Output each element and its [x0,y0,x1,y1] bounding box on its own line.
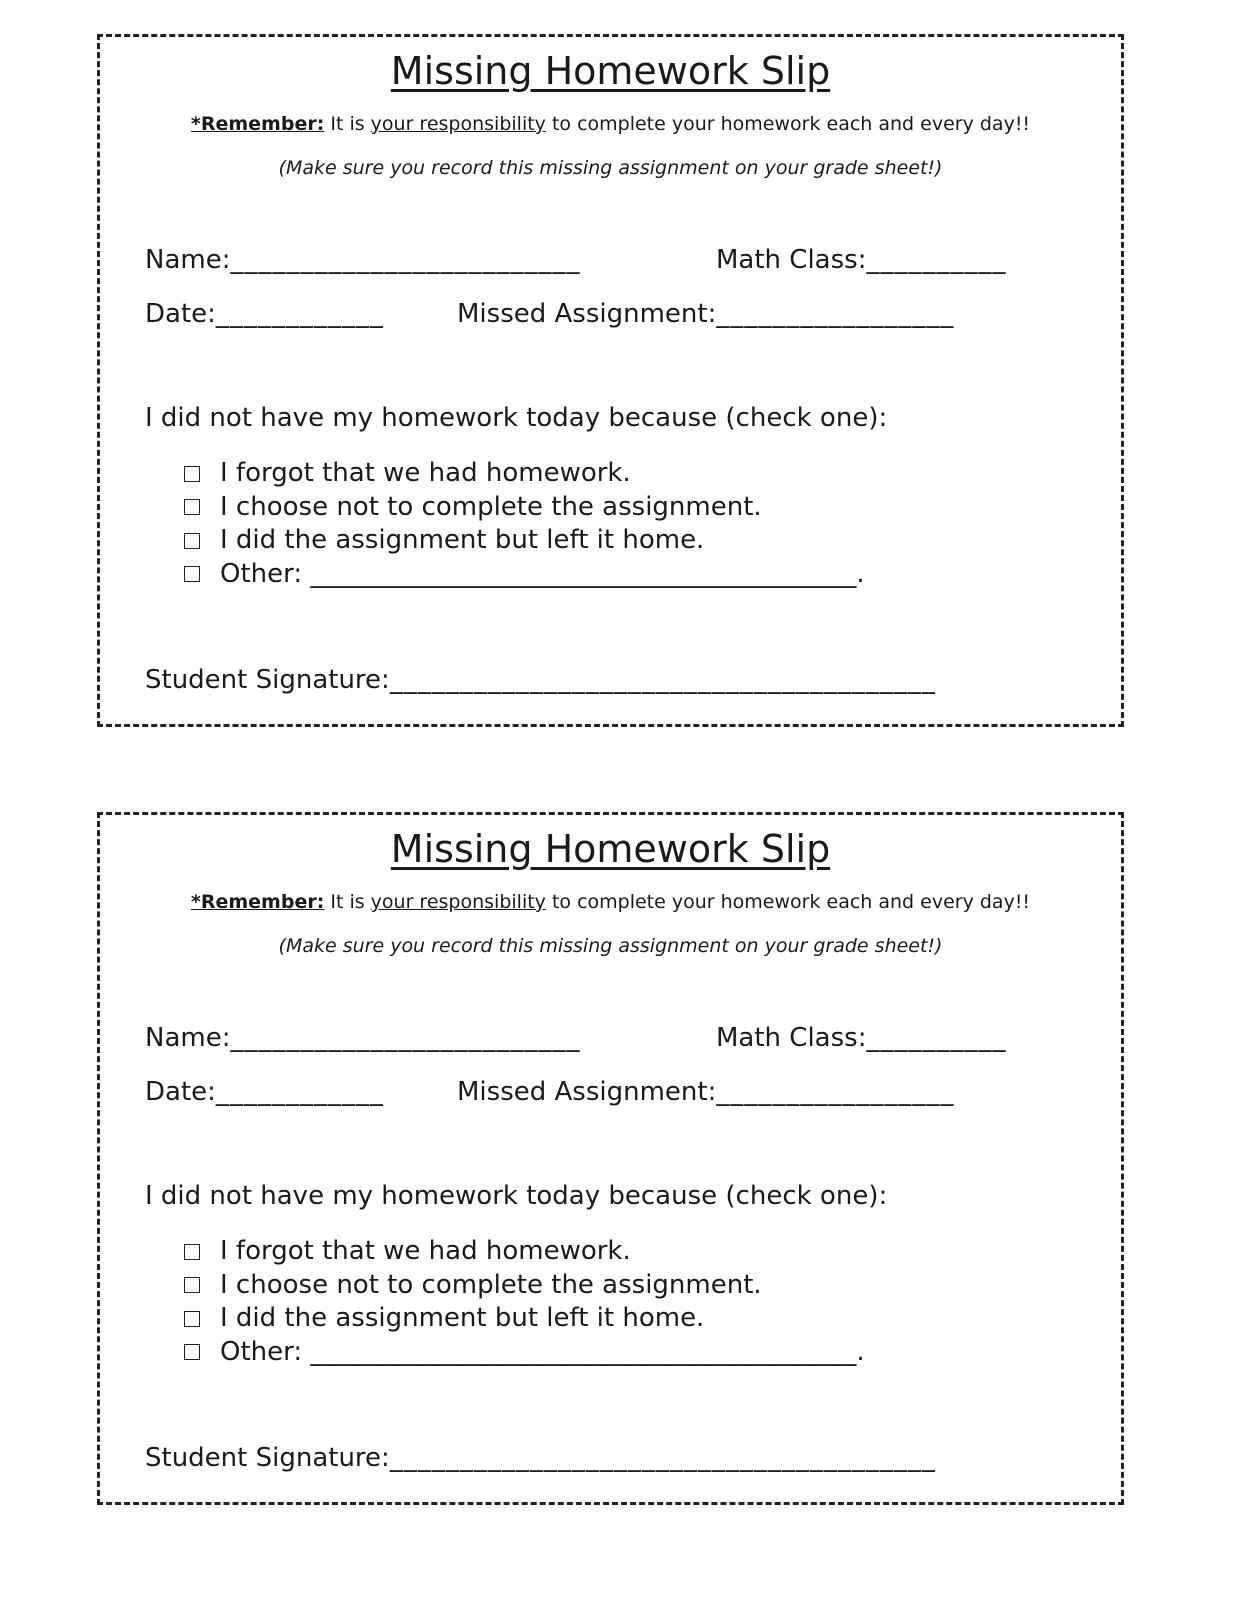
remember-line [100,113,1121,135]
checkbox-icon[interactable] [184,1311,200,1327]
option-label: I choose not to complete the assignment. [220,1269,762,1300]
math-class-line[interactable]: __________ [866,1023,1007,1053]
name-line[interactable]: _________________________ [230,1023,581,1053]
checkbox-icon[interactable] [184,1344,200,1360]
math-class-field[interactable] [716,1023,1006,1053]
option-label: I did the assignment but left it home. [220,525,705,555]
date-label: Date: [145,1077,216,1107]
math-class-label: Math Class: [716,1023,867,1053]
remember-pre: It is [324,113,371,135]
name-label: Name: [145,1023,231,1053]
remember-post: to complete your homework each and every day!! [545,113,1031,135]
checkbox-icon[interactable] [184,466,200,482]
missed-assignment-field[interactable] [457,299,954,329]
name-label: Name: [145,245,231,275]
reason-question: I did not have my homework today because (check one): [145,1181,888,1211]
math-class-line[interactable]: __________ [866,245,1007,275]
date-field[interactable] [145,1077,384,1107]
option-label: I forgot that we had homework. [220,458,631,488]
slip-title: Missing Homework Slip [390,827,831,871]
checkbox-icon[interactable] [184,566,200,582]
missed-assignment-field[interactable] [457,1077,954,1107]
signature-line[interactable]: _______________________________________ [389,1443,936,1473]
option-label: Other: __________________________________________. [220,1336,865,1367]
remember-emphasis: your responsibility [370,891,546,913]
reason-options [180,457,865,591]
slip-title: Missing Homework Slip [390,49,831,93]
reason-options [180,1235,865,1369]
date-line[interactable]: ____________ [215,1077,384,1107]
homework-slip-1 [97,34,1124,727]
missed-assignment-label: Missed Assignment: [457,299,717,329]
math-class-field[interactable] [716,245,1006,275]
option-label: I forgot that we had homework. [220,1236,631,1266]
name-field[interactable] [145,245,580,275]
missed-assignment-line[interactable]: _________________ [716,1077,955,1107]
reason-question: I did not have my homework today because (check one): [145,403,888,433]
grade-sheet-note: (Make sure you record this missing assignment on your grade sheet!) [278,935,943,957]
math-class-label: Math Class: [716,245,867,275]
homework-slip-2 [97,812,1124,1505]
option-chose-not[interactable] [180,1269,865,1303]
grade-sheet-note: (Make sure you record this missing assignment on your grade sheet!) [278,157,943,179]
checkbox-icon[interactable] [184,499,200,515]
signature-label: Student Signature: [145,1443,390,1473]
remember-post: to complete your homework each and every day!! [545,891,1031,913]
remember-label: *Remember: [190,113,325,135]
missed-assignment-line[interactable]: _________________ [716,299,955,329]
remember-line [100,891,1121,913]
option-other[interactable] [180,1336,865,1370]
signature-label: Student Signature: [145,665,390,695]
name-line[interactable]: _________________________ [230,245,581,275]
remember-label: *Remember: [190,891,325,913]
missed-assignment-label: Missed Assignment: [457,1077,717,1107]
option-label: Other: __________________________________________. [220,558,865,589]
option-forgot[interactable] [180,1235,865,1269]
student-signature-field[interactable] [145,1443,936,1473]
signature-line[interactable]: _______________________________________ [389,665,936,695]
option-other[interactable] [180,558,865,592]
option-label: I choose not to complete the assignment. [220,491,762,522]
option-left-home[interactable] [180,524,865,558]
checkbox-icon[interactable] [184,533,200,549]
checkbox-icon[interactable] [184,1244,200,1260]
date-line[interactable]: ____________ [215,299,384,329]
remember-pre: It is [324,891,371,913]
option-forgot[interactable] [180,457,865,491]
date-label: Date: [145,299,216,329]
date-field[interactable] [145,299,384,329]
checkbox-icon[interactable] [184,1277,200,1293]
option-chose-not[interactable] [180,491,865,525]
option-left-home[interactable] [180,1302,865,1336]
name-field[interactable] [145,1023,580,1053]
option-label: I did the assignment but left it home. [220,1303,705,1333]
student-signature-field[interactable] [145,665,936,695]
remember-emphasis: your responsibility [370,113,546,135]
